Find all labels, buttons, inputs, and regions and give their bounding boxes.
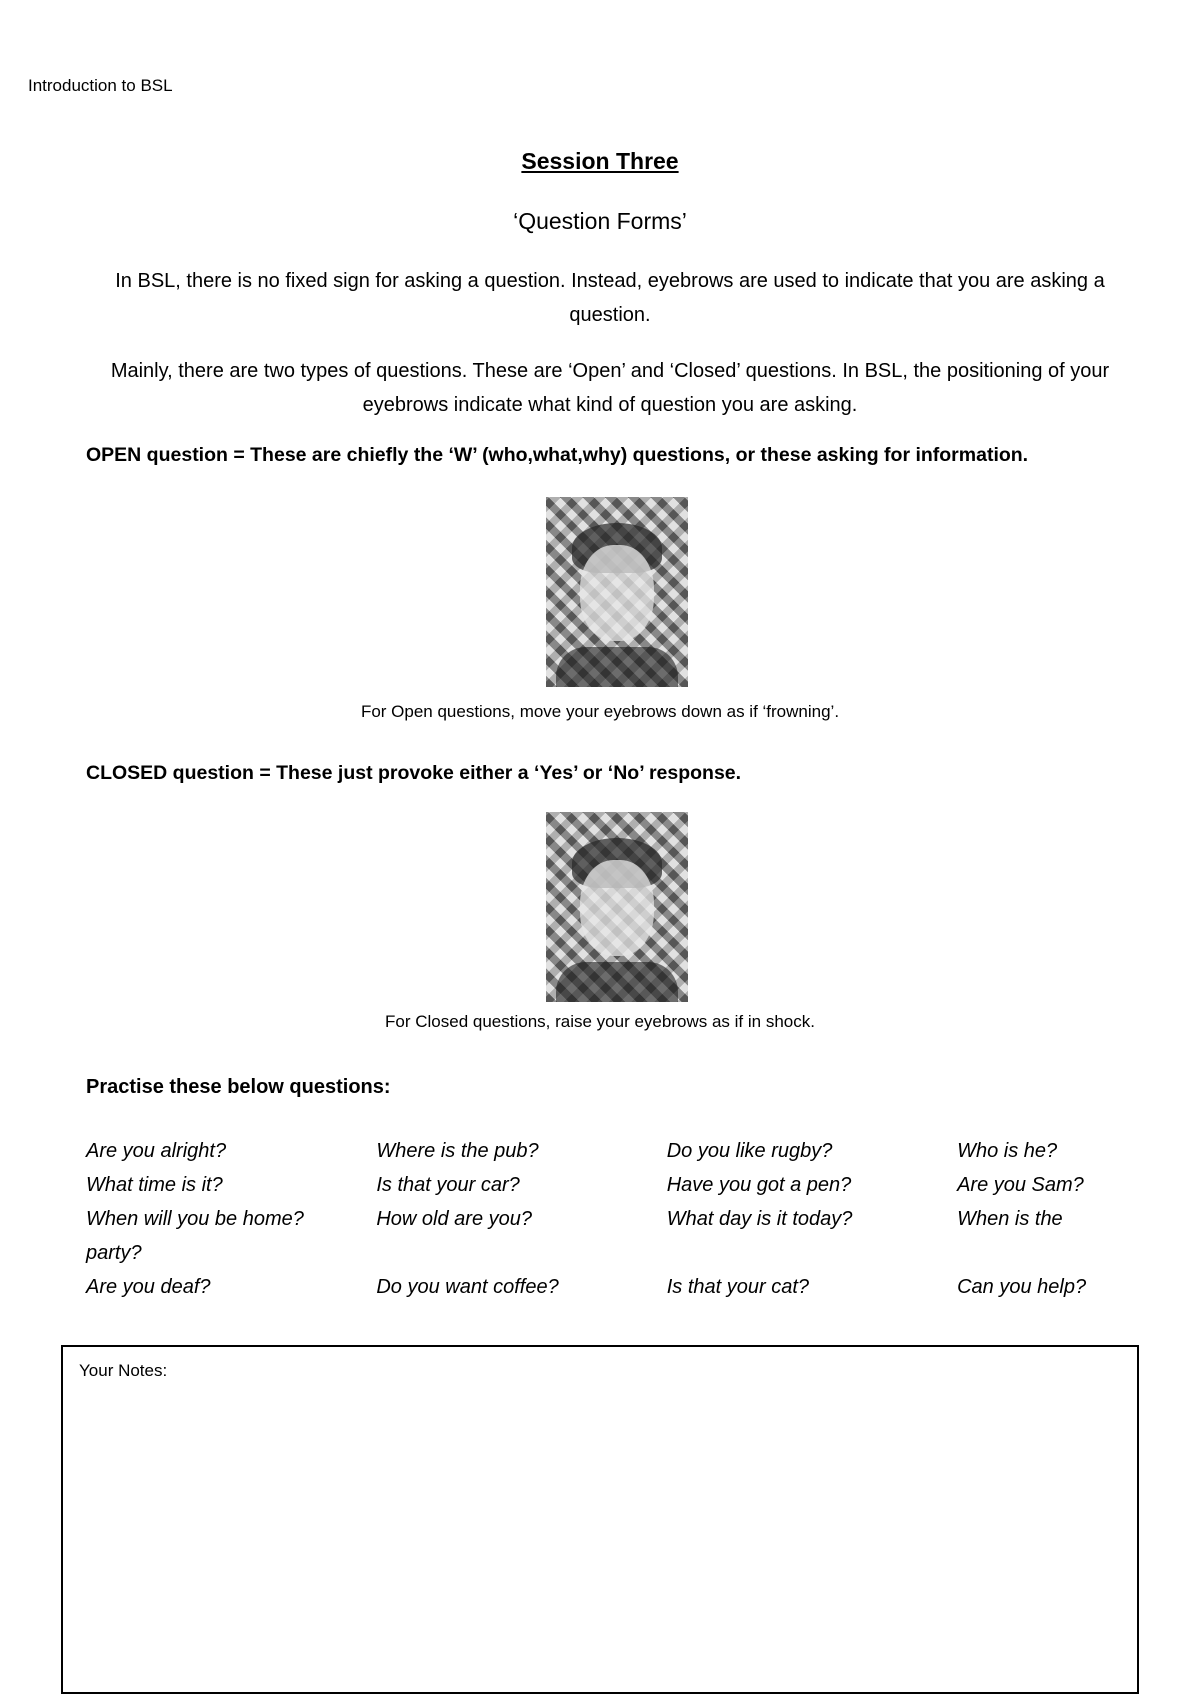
question-item: party? — [86, 1242, 142, 1264]
closed-question-caption: For Closed questions, raise your eyebrows as if in shock. — [385, 1012, 815, 1031]
question-item: Are you deaf? — [86, 1276, 211, 1298]
question-row — [86, 1270, 1146, 1304]
question-row — [86, 1236, 1146, 1270]
question-row — [86, 1202, 1146, 1236]
question-item — [957, 1236, 1146, 1270]
question-item: When is the — [957, 1208, 1063, 1230]
question-row — [86, 1168, 1146, 1202]
notes-label: Your Notes: — [79, 1361, 168, 1380]
question-item: Where is the pub? — [376, 1140, 539, 1162]
question-item: Can you help? — [957, 1276, 1087, 1298]
question-item: Is that your car? — [376, 1174, 520, 1196]
practice-questions-grid — [86, 1134, 1146, 1304]
question-item: Is that your cat? — [666, 1276, 810, 1298]
intro-paragraph-2: Mainly, there are two types of questions. These are ‘Open’ and ‘Closed’ questions. In BSL, the positioning of your eyebrows indicate what kind of question you are asking. — [110, 360, 1110, 416]
page-title: Session Three — [521, 148, 679, 174]
practise-heading: Practise these below questions: — [86, 1076, 391, 1098]
page-subtitle: ‘Question Forms’ — [513, 208, 687, 234]
question-item — [667, 1236, 957, 1270]
photo-face — [580, 545, 654, 641]
question-item: When will you be home? — [86, 1208, 304, 1230]
photo-body — [556, 647, 678, 687]
question-item: Do you like rugby? — [666, 1140, 833, 1162]
open-question-caption: For Open questions, move your eyebrows down as if ‘frowning’. — [360, 702, 840, 721]
question-item: Are you alright? — [86, 1140, 227, 1162]
open-question-heading: OPEN question = These are chiefly the ‘W’ (who,what,why) questions, or these asking for information. — [86, 444, 1029, 466]
closed-question-heading: CLOSED question = These just provoke either a ‘Yes’ or ‘No’ response. — [86, 762, 742, 784]
question-row — [86, 1134, 1146, 1168]
question-item: Do you want coffee? — [376, 1276, 559, 1298]
photo-body — [556, 962, 678, 1002]
question-item: Are you Sam? — [957, 1174, 1084, 1196]
document-header: Introduction to BSL — [28, 76, 173, 95]
question-item: What day is it today? — [666, 1208, 853, 1230]
question-item — [376, 1236, 666, 1270]
frowning-face-photo — [546, 497, 688, 687]
intro-paragraph-1: In BSL, there is no fixed sign for asking a question. Instead, eyebrows are used to indicate that you are asking a question. — [115, 270, 1105, 326]
notes-box[interactable] — [61, 1345, 1139, 1694]
question-item: Who is he? — [957, 1140, 1058, 1162]
question-item: Have you got a pen? — [666, 1174, 852, 1196]
raised-eyebrows-photo — [546, 812, 688, 1002]
question-item: What time is it? — [86, 1174, 223, 1196]
question-item: How old are you? — [376, 1208, 533, 1230]
photo-face — [580, 860, 654, 956]
